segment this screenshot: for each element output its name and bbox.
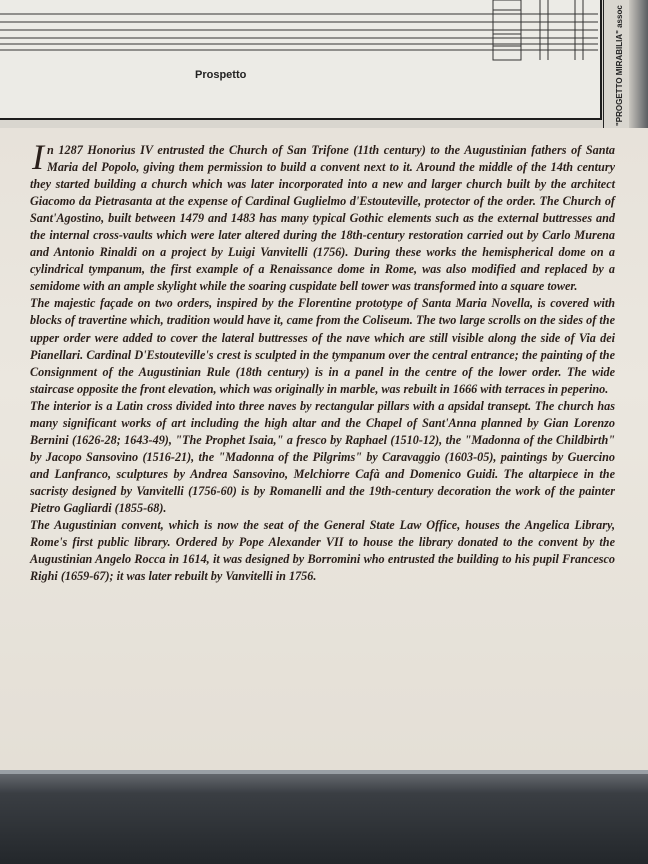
frame-edge xyxy=(0,770,648,774)
paragraph-3: The interior is a Latin cross divided into three naves by rectangular pillars with a apsidal transept. The church has many significant works of art including the high altar and the Chapel of Sant'Anna planned by Gian Lorenzo Bernini (1626-28; 1643-49), "The Prophet Isaia," a fresco by Raphael (1510-12), the "Madonna of the Childbirth" by Jacopo Sansovino (1516-21), the "Madonna of the Pilgrims" by Caravaggio (1603-05), paintings by Guercino and Lanfranco, sculptures by Andrea Sansovino, Melchiorre Cafà and Domenico Guidi. The altarpiece in the sacristy designed by Vanvitelli (1756-60) is by Romanelli and the 19th-century decoration the work of the painter Pietro Gagliardi (1855-68). xyxy=(30,398,615,515)
paragraph-4: The Augustinian convent, which is now the seat of the General State Law Office, houses the Angelica Library, Rome's first public library. Ordered by Pope Alexander VII to house the library donated to the convent by the Augustinian Angelo Rocca in 1614, it was designed by Borromini who entrusted the building to his pupil Francesco Righi (1659-67); it was later rebuilt by Vanvitelli in 1756. xyxy=(30,518,615,584)
paragraph-1-text: n 1287 Honorius IV entrusted the Church of San Trifone (11th century) to the Augustinian fathers of Santa Maria del Popolo, giving them permission to build a convent next to it. Around the middle of the 14th century they started building a church which was later incorporated into a new and larger church built by the architect Giacomo da Pietrasanta at the expense of Cardinal Guglielmo d'Estouteville, protector of the order. The Church of Sant'Agostino, built between 1479 and 1483 has many typical Gothic elements such as the external buttresses and the internal cross-vaults which were later altered during the 18th-century restoration carried out by Carlo Murena and Antonio Rinaldi on a project by Luigi Vanvitelli (1756). During these works the hemispherical dome on a cylindrical tympanum, the first example of a Renaissance dome in Rome, was also modified and replaced by a semidome with an ample skylight while the soaring cuspidate bell tower was transformed into a square tower. xyxy=(30,143,615,294)
credit-text: "PROGETTO MIRABILIA" assoc xyxy=(615,5,624,126)
frame-right-edge xyxy=(629,0,648,130)
paragraph-1 xyxy=(30,137,615,295)
paragraph-2: The majestic façade on two orders, inspired by the Florentine prototype of Santa Maria Novella, is covered with blocks of travertine which, tradition would have it, came from the Coliseum. The two large scrolls on the sides of the upper order were added to cover the lateral buttresses of the nave which are still visible along the side of Via dei Pianellari. Cardinal D'Estouteville's crest is sculpted in the tympanum over the central entrance; the painting of the Consignment of the Augustinian Rule (18th century) is in a panel in the centre of the lower order. The wide staircase opposite the front elevation, which was originally in marble, was rebuilt in 1666 with terraces in peperino. xyxy=(30,296,615,396)
drawing-caption: Prospetto xyxy=(195,69,247,81)
text-panel xyxy=(0,128,648,770)
elevation-sketch xyxy=(0,0,600,118)
credit-strip xyxy=(603,0,630,128)
bottom-frame xyxy=(0,770,648,864)
history-text xyxy=(30,137,615,585)
drop-cap: I xyxy=(32,137,44,177)
facade-drawing xyxy=(0,0,602,120)
